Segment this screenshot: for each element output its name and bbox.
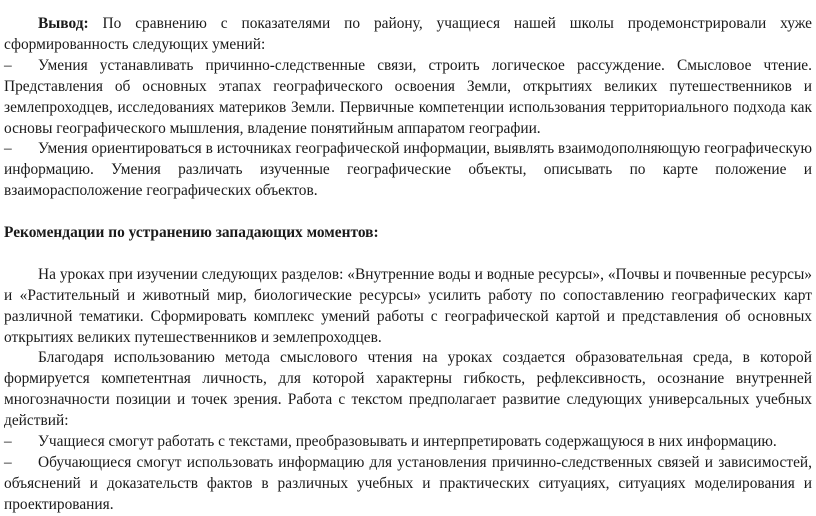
skill-item-1-text: Умения устанавливать причинно-следственные связи, строить логическое рассуждение. Смысловое чтение. Представления об основных этапах географического освоения Земли, открытиях великих путешественников и землепроходцев, исследованиях материков Земли. Первичные компетенции использования территориального подхода как основы географического мышления, владение понятийным аппаратом географии. [4, 56, 812, 137]
learning-action-item-1 [4, 432, 812, 453]
learning-action-item-1-dash: – [4, 433, 12, 451]
learning-action-item-2 [4, 453, 812, 516]
learning-action-item-2-text: Обучающиеся смогут использовать информацию для установления причинно-следственных связей и зависимостей, объяснений и доказательств фактов в различных учебных и практических ситуациях, ситуациях моделирования и проектирования. [4, 454, 812, 513]
learning-action-item-1-text: Учащиеся смогут работать с текстами, преобразовывать и интерпретировать содержащуюся в них информацию. [38, 433, 777, 451]
recommendations-paragraph-1: На уроках при изучении следующих разделов: «Внутренние воды и водные ресурсы», «Почвы и почвенные ресурсы» и «Растительный и животный мир, биологические ресурсы» усилить работу по сопоставлению географических карт различной тематики. Сформировать комплекс умений работы с географической картой и представления об основных открытиях великих путешественников и землепроходцев. [4, 265, 812, 346]
conclusion-text: По сравнению с показателями по району, учащиеся нашей школы продемонстрировали хуже сформированность следующих умений: [4, 15, 812, 53]
conclusion-label: Вывод: [38, 15, 89, 32]
skill-item-2-dash: – [4, 140, 12, 158]
recommendations-paragraph-2: Благодаря использованию метода смыслового чтения на уроках создается образовательная среда, в которой формируется компетентная личность, для которой характерны гибкость, рефлексивность, осознание внутренней многозначности позиции и точек зрения. Работа с текстом предполагает развитие следующих универсальных учебных действий: [4, 349, 812, 430]
conclusion-paragraph [4, 14, 812, 56]
skill-item-1-dash: – [4, 56, 12, 74]
skill-item-2-text: Умения ориентироваться в источниках географической информации, выявлять взаимодополняющую географическую информацию. Умения различать изученные географические объекты, описывать по карте положение и взаиморасположение географических объектов. [4, 140, 812, 200]
heading-spacer [4, 244, 812, 265]
skill-item-1 [4, 56, 812, 140]
section-spacer [4, 202, 812, 223]
learning-action-item-2-dash: – [4, 454, 12, 471]
skill-item-2 [4, 139, 812, 202]
recommendations-heading: Рекомендации по устранению западающих моментов: [4, 224, 379, 242]
